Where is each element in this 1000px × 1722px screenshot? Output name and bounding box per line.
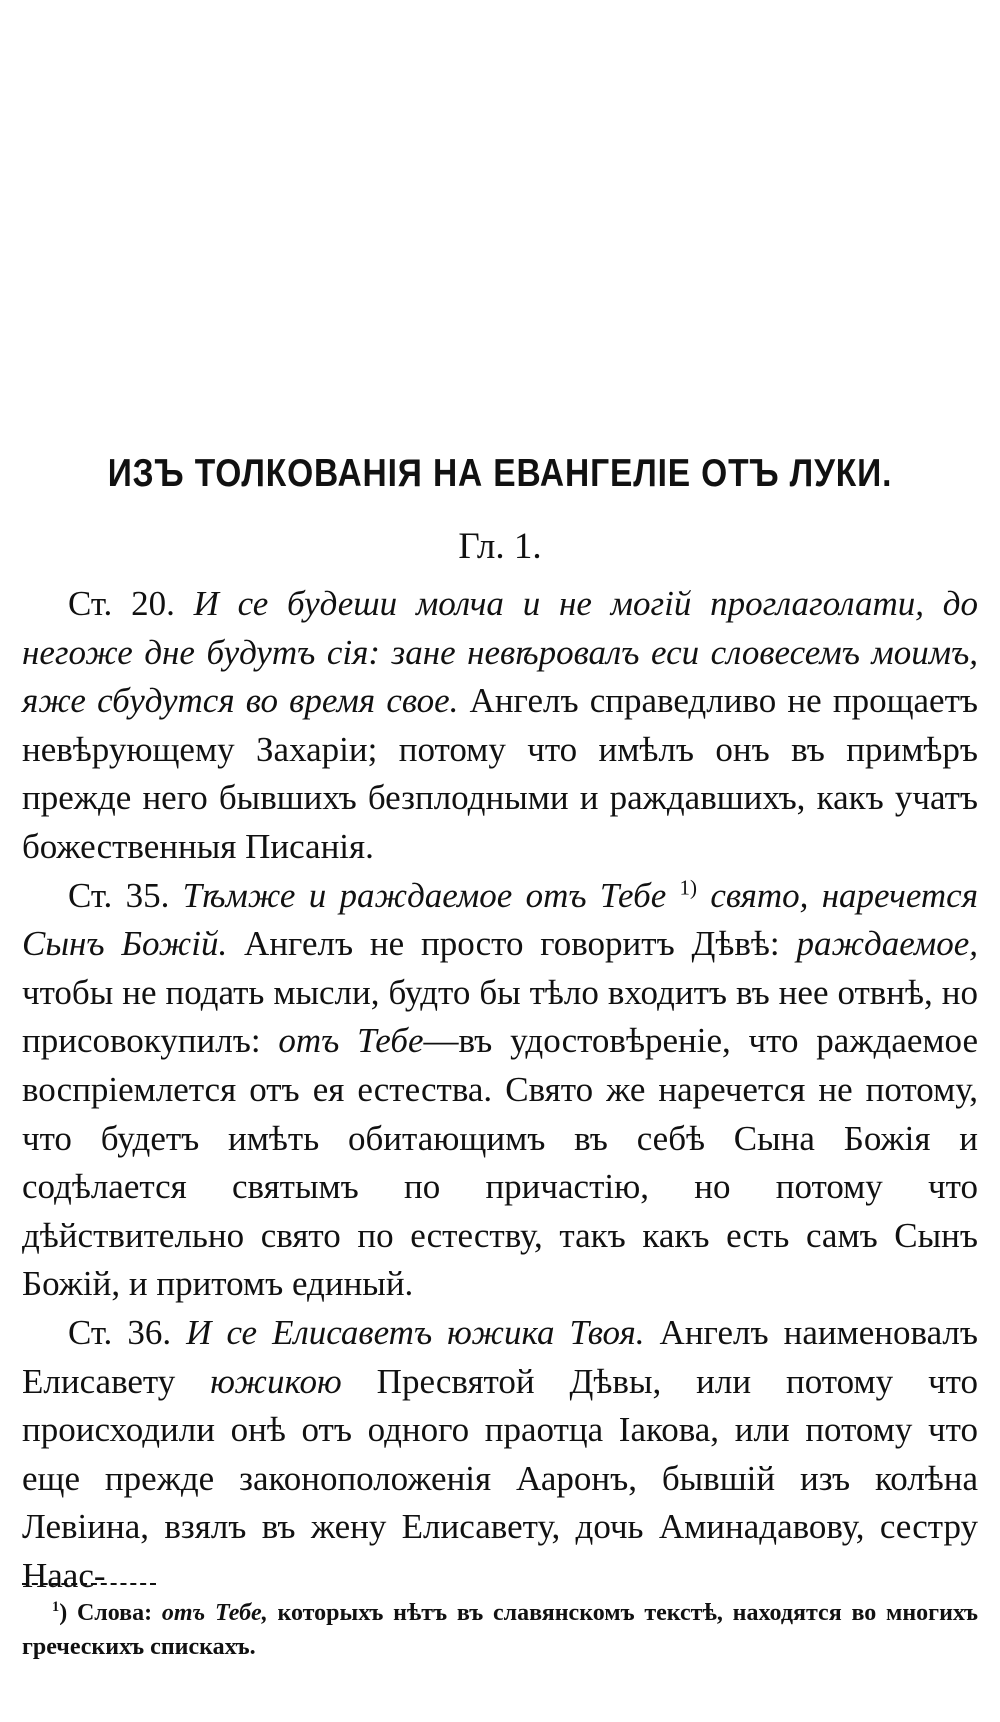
body-text <box>22 580 978 1600</box>
quoted-phrase: отъ Тебе <box>278 1021 424 1061</box>
footnote-marker: 1 <box>52 1599 60 1615</box>
scripture-quote-continued: свято, наречется Сынъ Божій. <box>22 875 978 964</box>
commentary-text: Ангелъ справедливо не прощаетъ невѣрующему Захаріи; потому что имѣлъ онъ въ примѣръ прежде него бывшихъ безплодными и раждавшихъ, какъ учатъ божественныя Писанія. <box>22 681 978 866</box>
page-title: ИЗЪ ТОЛКОВАНІЯ НА ЕВАНГЕЛІЕ ОТЪ ЛУКИ. <box>107 452 893 495</box>
quoted-word: раждаемое, <box>796 924 978 964</box>
verse-number: Ст. 36. <box>68 1312 187 1352</box>
verse-number: Ст. 35. <box>68 875 183 915</box>
commentary-text: —въ удостовѣреніе, что раждаемое воспріемлется отъ ея естества. Свято же наречется не потому, что будетъ имѣть обитающимъ въ себѣ Сына Божія и содѣлается святымъ по причастію, но потому что дѣйствительно свято по естеству, такъ какъ есть самъ Сынъ Божій, и притомъ единый. <box>22 1021 978 1304</box>
commentary-text: Ангелъ не просто говоритъ Дѣвѣ: <box>227 924 797 964</box>
paragraph-verse-35 <box>22 872 978 1309</box>
verse-number: Ст. 20. <box>68 584 194 623</box>
scripture-quote: Тѣмже и раждаемое отъ Тебе <box>182 875 667 915</box>
commentary-text: Пресвятой Дѣвы, или потому что происходили онѣ отъ одного праотца Іакова, или потому что еще прежде законоположенія Ааронъ, бывшій изъ колѣна Левіина, взялъ въ жену Елисавету, дочь Аминадавову, сестру Наас- <box>22 1361 979 1595</box>
scripture-quote: И се будеши молча и не могій проглаголати, до негоже дне будутъ сія: зане невѣровалъ еси словесемъ моимъ, яже сбудутся во время свое. <box>22 584 978 721</box>
paragraph-verse-20 <box>22 580 978 872</box>
footnote-divider <box>22 1583 156 1585</box>
quoted-word: южикою <box>210 1361 342 1401</box>
commentary-text: Ангелъ наименовалъ Елисавету <box>22 1312 978 1401</box>
paragraph-verse-36 <box>22 1309 978 1601</box>
footnote-quote: отъ Тебе, <box>161 1600 268 1626</box>
footnote-reference: 1) <box>679 874 698 899</box>
chapter-heading: Гл. 1. <box>458 526 542 567</box>
scripture-quote: И се Елисаветъ южика Твоя. <box>186 1312 645 1352</box>
footnote: $^1$) Слова: отъ Тебе, которыхъ нѣтъ въ славянскомъ текстѣ, находятся во многихъ греческихъ спискахъ. <box>22 1599 978 1660</box>
commentary-text: чтобы не подать мысли, будто бы тѣло входитъ въ нее отвнѣ, но присовокупилъ: <box>22 972 978 1061</box>
